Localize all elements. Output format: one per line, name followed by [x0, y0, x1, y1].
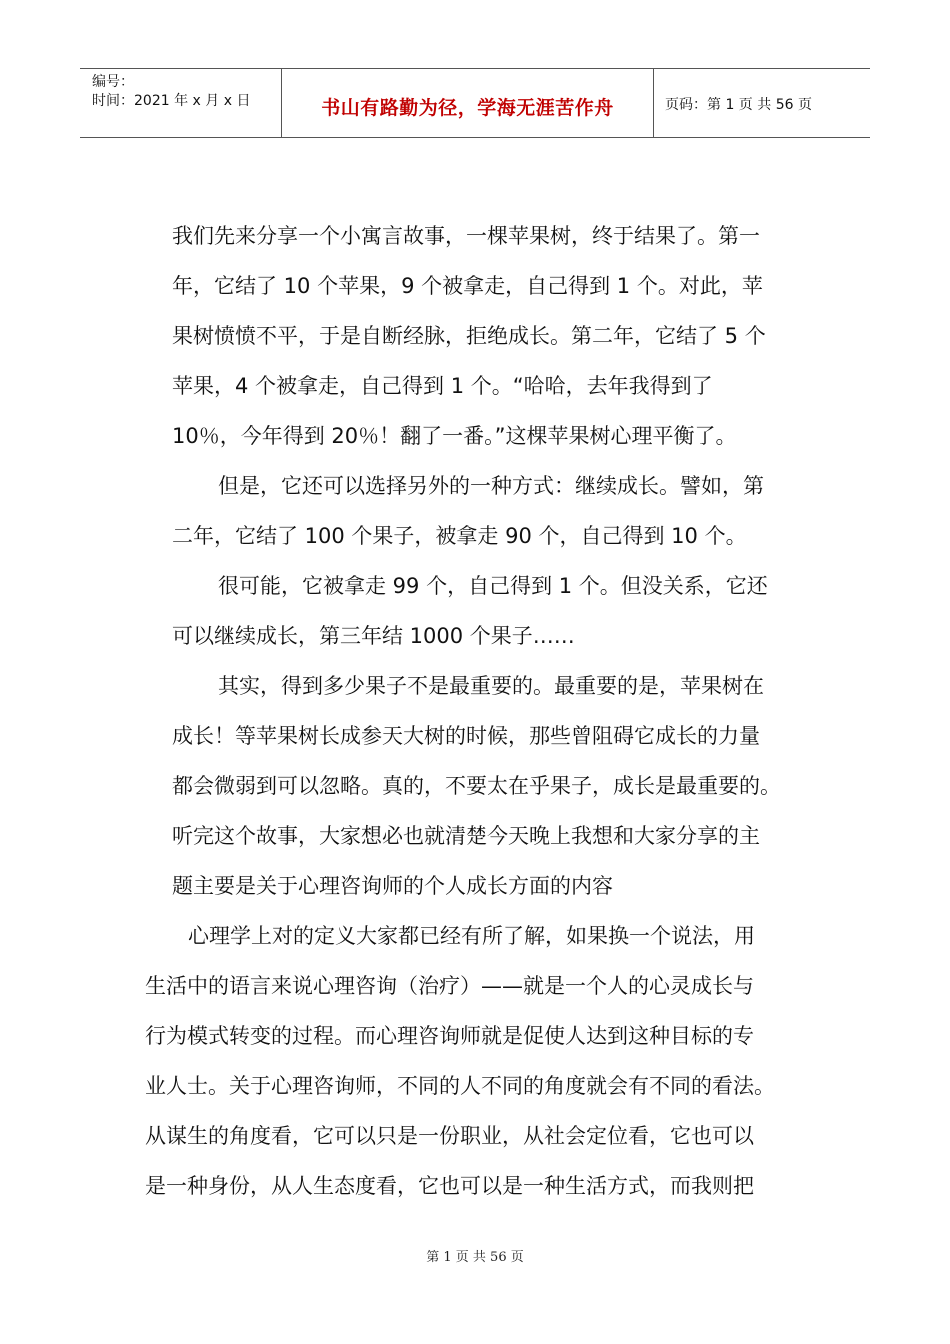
- body-line: 很可能，它被拿走 99 个，自己得到 1 个。但没关系，它还: [218, 574, 768, 598]
- body-line: 心理学上对的定义大家都已经有所了解，如果换一个说法，用: [188, 924, 755, 948]
- header-page-cell: [654, 69, 870, 137]
- body-line: 我们先来分享一个小寓言故事，一棵苹果树，终于结果了。第一: [172, 224, 760, 248]
- body-line: 但是，它还可以选择另外的一种方式：继续成长。譬如，第: [218, 474, 764, 498]
- document-number-label: 编号：: [92, 74, 134, 90]
- body-line: 听完这个故事，大家想必也就清楚今天晚上我想和大家分享的主: [172, 824, 760, 848]
- body-line: 可以继续成长，第三年结 1000 个果子……: [172, 624, 575, 648]
- body-line: 业人士。关于心理咨询师，不同的人不同的角度就会有不同的看法。: [145, 1074, 775, 1098]
- body-line: 苹果，4 个被拿走，自己得到 1 个。“哈哈，去年我得到了: [172, 374, 713, 398]
- body-line: 是一种身份，从人生态度看，它也可以是一种生活方式，而我则把: [145, 1174, 754, 1198]
- body-line: 题主要是关于心理咨询师的个人成长方面的内容: [172, 874, 613, 898]
- header-motto-cell: [282, 69, 654, 137]
- body-line: 都会微弱到可以忽略。真的，不要太在乎果子，成长是最重要的。: [172, 774, 781, 798]
- body-line: 行为模式转变的过程。而心理咨询师就是促使人达到这种目标的专: [145, 1024, 754, 1048]
- header-motto: 书山有路勤为径，学海无涯苦作舟: [321, 97, 614, 119]
- body-line: 10％，今年得到 20％！翻了一番。”这棵苹果树心理平衡了。: [172, 424, 737, 448]
- body-line: 其实，得到多少果子不是最重要的。最重要的是，苹果树在: [218, 674, 764, 698]
- body-line: 二年，它结了 100 个果子，被拿走 90 个，自己得到 10 个。: [172, 524, 747, 548]
- header-page-info: 页码：第 1 页 共 56 页: [665, 97, 812, 113]
- body-line: 成长！等苹果树长成参天大树的时候，那些曾阻碍它成长的力量: [172, 724, 760, 748]
- body-line: 年，它结了 10 个苹果，9 个被拿走，自己得到 1 个。对此，苹: [172, 274, 763, 298]
- document-date-label: 时间：2021 年 x 月 x 日: [92, 93, 251, 109]
- header-meta-cell: [80, 69, 282, 137]
- body-line: 生活中的语言来说心理咨询（治疗）——就是一个人的心灵成长与: [145, 974, 754, 998]
- body-line: 果树愤愤不平，于是自断经脉，拒绝成长。第二年，它结了 5 个: [172, 324, 766, 348]
- body-line: 从谋生的角度看，它可以只是一份职业，从社会定位看，它也可以: [145, 1124, 754, 1148]
- page-footer: 第 1 页 共 56 页: [426, 1250, 524, 1265]
- document-header: [80, 68, 870, 138]
